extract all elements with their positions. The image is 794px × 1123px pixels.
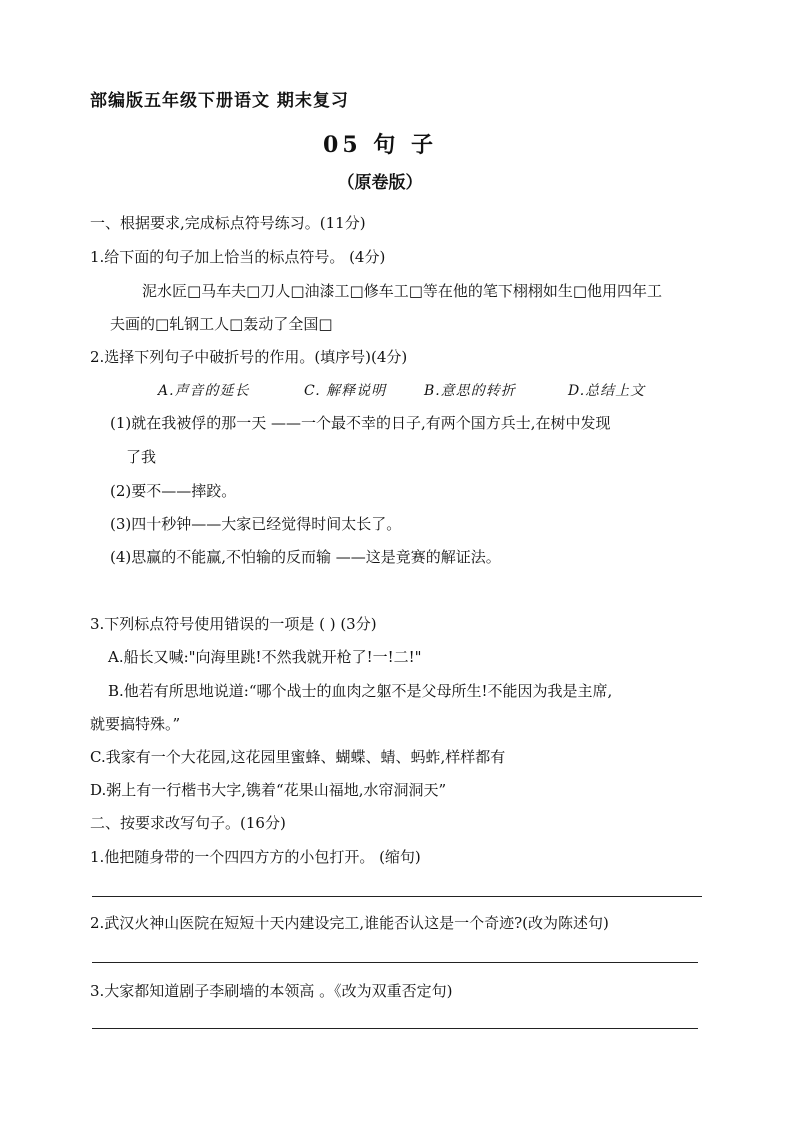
question-3-choice-b: B.他若有所思地说道:“哪个战士的血肉之躯不是父母所生!不能因为我是主席, [108, 682, 613, 700]
question-2-item-1: (1)就在我被俘的那一天 ——一个最不幸的日子,有两个国方兵士,在树中发现 [110, 414, 611, 432]
series-heading: 部编版五年级下册语文 期末复习 [90, 91, 349, 111]
answer-line-3[interactable] [92, 1028, 698, 1029]
option-a: A.声音的延长 [158, 383, 250, 399]
rewrite-item-2: 2.武汉火神山医院在短短十天内建设完工,谁能否认这是一个奇迹?(改为陈述句) [90, 914, 609, 932]
question-2-stem: 2.选择下列句子中破折号的作用。(填序号)(4分) [90, 348, 408, 366]
answer-line-1[interactable] [92, 896, 702, 897]
option-d: D.总结上文 [568, 383, 646, 399]
question-1-stem: 1.给下面的句子加上恰当的标点符号。 (4分) [90, 248, 386, 266]
question-3-stem: 3.下列标点符号使用错误的一项是 ( ) (3分) [90, 615, 377, 633]
question-3-choice-d: D.粥上有一行楷书大字,镌着“花果山福地,水帘洞洞天” [90, 781, 447, 799]
subtitle: （原卷版） [337, 173, 423, 193]
section-1-heading: 一、根据要求,完成标点符号练习。(11分) [90, 214, 366, 232]
question-2-item-1-cont: 了我 [126, 448, 157, 466]
page-title: 05 句 子 [323, 132, 437, 158]
question-1-text-line-1: 泥水匠□马车夫□刀人□油漆工□修车工□等在他的笔下栩栩如生□他用四年工 [142, 282, 663, 300]
rewrite-item-3: 3.大家都知道剧子李刷墙的本领高 。《改为双重否定句) [90, 982, 453, 1000]
option-c: C. 解释说明 [304, 383, 387, 399]
rewrite-item-1: 1.他把随身带的一个四四方方的小包打开。 (缩句) [90, 848, 421, 866]
question-1-text-line-2: 夫画的□轧钢工人□轰动了全国□ [110, 315, 333, 333]
question-3-choice-c: C.我家有一个大花园,这花园里蜜蜂、蝴蝶、蜻、蚂蚱,样样都有 [90, 748, 506, 766]
section-2-heading: 二、按要求改写句子。(16分) [90, 814, 286, 832]
question-2-item-2: (2)要不——摔跤。 [110, 482, 237, 500]
answer-line-2[interactable] [92, 962, 698, 963]
option-b: B.意思的转折 [424, 383, 516, 399]
question-3-choice-b-cont: 就要搞特殊。” [90, 715, 181, 733]
question-2-item-3: (3)四十秒钟——大家已经觉得时间太长了。 [110, 515, 402, 533]
question-3-choice-a: A.船长又喊:"向海里跳!不然我就开枪了!一!二!" [108, 648, 422, 666]
question-2-item-4: (4)思赢的不能赢,不怕输的反而输 ——这是竟赛的解证法。 [110, 548, 501, 566]
